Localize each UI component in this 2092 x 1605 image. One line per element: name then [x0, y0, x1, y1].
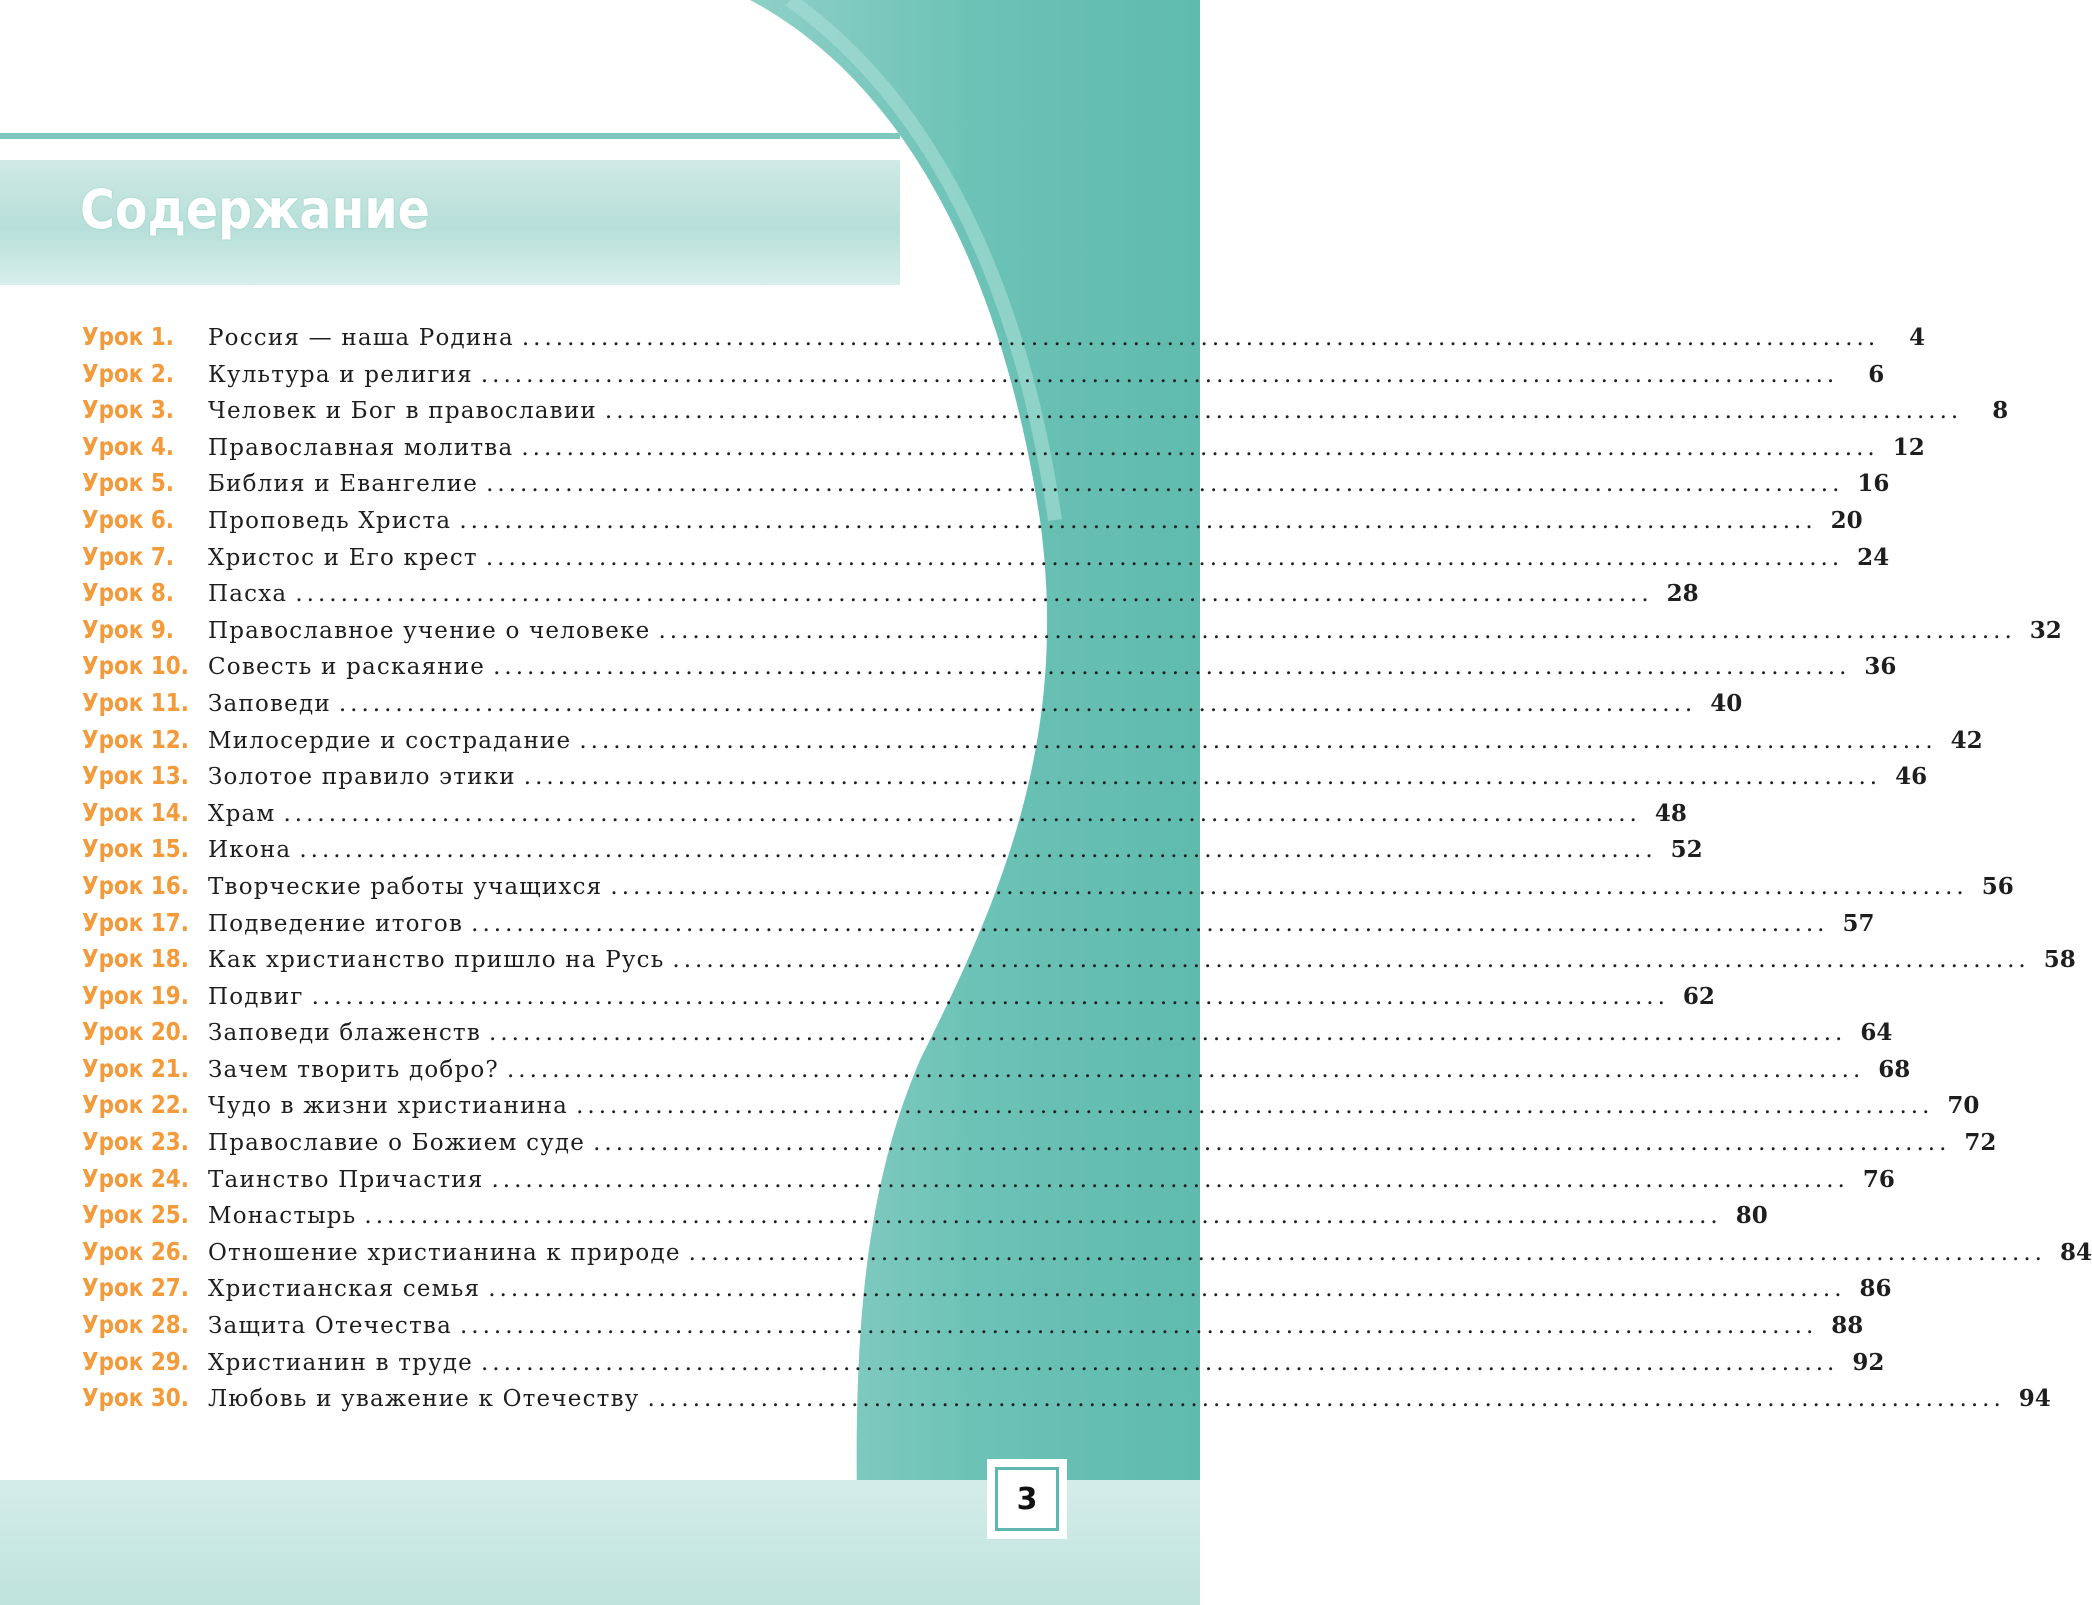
lesson-title: Библия и Евангелие — [208, 471, 479, 498]
toc-row — [82, 687, 1743, 725]
dot-leader: ........................................................................................................................ — [610, 873, 1968, 900]
lesson-title: Зачем творить добро? — [208, 1056, 499, 1083]
page-ref: 8 — [1992, 397, 2009, 425]
page-ref: 84 — [2059, 1238, 2092, 1266]
dot-leader: ........................................................................................................................ — [489, 1020, 1847, 1047]
page-ref: 4 — [1909, 324, 1926, 351]
lesson-title: Золотое правило этики — [208, 764, 516, 791]
lesson-title: Таинство Причастия — [208, 1166, 484, 1193]
lesson-title: Православное учение о человеке — [208, 617, 651, 644]
toc-entry — [208, 1276, 1846, 1302]
page-ref: 24 — [1857, 543, 1890, 571]
lesson-label: Урок 7. — [82, 541, 174, 571]
page-ref: 62 — [1682, 982, 1715, 1010]
toc-row — [82, 1053, 1911, 1091]
toc-row — [82, 541, 1890, 579]
lesson-label: Урок 21. — [82, 1053, 189, 1083]
page-number: 3 — [995, 1467, 1059, 1531]
lesson-label: Урок 10. — [82, 651, 189, 681]
dot-leader: ........................................................................................................................ — [604, 398, 1963, 425]
lesson-label: Урок 23. — [82, 1127, 189, 1157]
lesson-title: Человек и Бог в православии — [208, 398, 597, 425]
toc-row — [82, 1163, 1895, 1201]
table-of-contents — [82, 322, 2092, 1420]
lesson-title: Россия — наша Родина — [208, 325, 514, 351]
toc-entry — [208, 471, 1843, 497]
lesson-label: Урок 22. — [82, 1090, 189, 1120]
lesson-label: Урок 11. — [82, 687, 189, 717]
page-ref: 52 — [1670, 836, 1703, 864]
dot-leader: ........................................................................................................................ — [485, 544, 1844, 571]
toc-entry — [208, 362, 1838, 388]
toc-entry — [208, 984, 1669, 1010]
page-ref: 40 — [1710, 689, 1743, 717]
lesson-title: Христос и Его крест — [208, 544, 478, 571]
toc-row — [82, 1346, 1885, 1384]
lesson-title: Творческие работы учащихся — [208, 873, 603, 900]
page-ref: 6 — [1868, 360, 1885, 388]
toc-entry — [208, 874, 1968, 900]
lesson-label: Урок 13. — [82, 761, 189, 791]
page-ref: 36 — [1864, 653, 1897, 681]
toc-entry — [208, 654, 1850, 680]
page-ref: 32 — [2029, 616, 2062, 644]
lesson-title: Христианская семья — [208, 1276, 481, 1303]
page-ref: 88 — [1831, 1312, 1864, 1340]
lesson-label: Урок 28. — [82, 1310, 189, 1340]
toc-entry — [208, 764, 1881, 790]
dot-leader: ........................................................................................................................ — [299, 837, 1657, 864]
toc-entry — [208, 435, 1879, 461]
toc-entry — [208, 691, 1696, 717]
page-ref: 58 — [2043, 946, 2076, 974]
toc-row — [82, 724, 1983, 762]
dot-leader: ........................................................................................................................ — [523, 764, 1882, 791]
lesson-title: Подведение итогов — [208, 910, 464, 937]
page-ref: 20 — [1830, 506, 1863, 534]
dot-leader: ........................................................................................................................ — [486, 471, 1844, 498]
toc-row — [82, 1090, 1980, 1127]
page-ref: 72 — [1964, 1129, 1997, 1157]
lesson-label: Урок 25. — [82, 1200, 189, 1230]
lesson-title: Культура и религия — [208, 361, 473, 388]
dot-leader: ........................................................................................................................ — [579, 727, 1937, 754]
lesson-title: Совесть и раскаяние — [208, 654, 486, 681]
toc-entry — [208, 837, 1657, 863]
page-ref: 28 — [1666, 580, 1699, 608]
dot-leader: ........................................................................................................................ — [488, 1276, 1846, 1303]
lesson-label: Урок 12. — [82, 724, 189, 754]
toc-entry — [208, 618, 2016, 644]
dot-leader: ........................................................................................................................ — [283, 800, 1641, 827]
lesson-label: Урок 6. — [82, 504, 174, 534]
toc-entry — [208, 1130, 1950, 1156]
toc-entry — [208, 1386, 2005, 1412]
page-number-box — [990, 1462, 1064, 1536]
dot-leader: ........................................................................................................................ — [521, 325, 1880, 351]
toc-row — [82, 907, 1875, 945]
dot-leader: ........................................................................................................................ — [672, 947, 2030, 974]
toc-entry — [208, 1167, 1849, 1193]
lesson-label: Урок 9. — [82, 614, 174, 644]
toc-entry — [208, 325, 1879, 351]
lesson-title: Пасха — [208, 581, 288, 608]
dot-leader: ........................................................................................................................ — [311, 983, 1669, 1010]
toc-row — [82, 1273, 1892, 1310]
dot-leader: ........................................................................................................................ — [506, 1056, 1865, 1083]
page-ref: 92 — [1852, 1348, 1885, 1376]
lesson-label: Урок 20. — [82, 1017, 189, 1047]
lesson-label: Урок 14. — [82, 797, 189, 827]
toc-entry — [208, 1313, 1817, 1339]
dot-leader: ........................................................................................................................ — [459, 1313, 1818, 1340]
dot-leader: ........................................................................................................................ — [647, 1386, 2005, 1413]
lesson-title: Заповеди — [208, 690, 331, 717]
lesson-label: Урок 2. — [82, 358, 174, 388]
lesson-label: Урок 29. — [82, 1346, 189, 1376]
page-ref: 12 — [1892, 433, 1925, 461]
dot-leader: ........................................................................................................................ — [491, 1166, 1849, 1193]
toc-row — [82, 651, 1897, 688]
lesson-label: Урок 26. — [82, 1236, 189, 1266]
page-ref: 86 — [1859, 1275, 1892, 1303]
dot-leader: ........................................................................................................................ — [459, 507, 1817, 534]
toc-row — [82, 980, 1715, 1018]
toc-row — [82, 1200, 1768, 1237]
dot-leader: ........................................................................................................................ — [364, 1203, 1722, 1230]
toc-entry — [208, 1203, 1722, 1229]
lesson-title: Любовь и уважение к Отечеству — [208, 1386, 640, 1413]
dot-leader: ........................................................................................................................ — [471, 910, 1829, 937]
toc-row — [82, 578, 1699, 615]
toc-entry — [208, 545, 1843, 571]
toc-entry — [208, 398, 1962, 424]
page-ref: 46 — [1895, 763, 1928, 791]
page-ref: 48 — [1654, 799, 1687, 827]
lesson-title: Защита Отечества — [208, 1313, 452, 1340]
lesson-title: Храм — [208, 800, 276, 827]
toc-row — [82, 761, 1928, 798]
dot-leader: ........................................................................................................................ — [658, 617, 2016, 644]
toc-row — [82, 431, 1925, 469]
toc-row — [82, 1310, 1864, 1347]
toc-entry — [208, 1093, 1933, 1119]
toc-entry — [208, 728, 1937, 754]
page-ref: 70 — [1947, 1092, 1980, 1120]
lesson-label: Урок 16. — [82, 870, 189, 900]
dot-leader: ........................................................................................................................ — [481, 1349, 1839, 1376]
toc-entry — [208, 1020, 1846, 1046]
page-ref: 80 — [1735, 1202, 1768, 1230]
lesson-title: Христианин в труде — [208, 1349, 473, 1376]
page-ref: 56 — [1981, 872, 2014, 900]
toc-entry — [208, 508, 1817, 534]
toc-entry — [208, 911, 1828, 937]
toc-row — [82, 1127, 1997, 1164]
dot-leader: ........................................................................................................................ — [521, 434, 1879, 461]
lesson-label: Урок 30. — [82, 1383, 189, 1413]
lesson-title: Заповеди блаженств — [208, 1020, 482, 1047]
page-ref: 16 — [1857, 470, 1890, 498]
toc-row — [82, 358, 1885, 396]
toc-entry — [208, 1240, 2046, 1266]
toc-row — [82, 395, 2009, 432]
toc-row — [82, 1017, 1893, 1054]
toc-entry — [208, 1057, 1864, 1083]
lesson-title: Милосердие и сострадание — [208, 727, 572, 754]
lesson-label: Урок 27. — [82, 1273, 189, 1303]
header-rule — [0, 133, 900, 139]
dot-leader: ........................................................................................................................ — [688, 1239, 2046, 1266]
dot-leader: ........................................................................................................................ — [493, 654, 1851, 681]
dot-leader: ........................................................................................................................ — [576, 1093, 1934, 1120]
page-ref: 64 — [1860, 1019, 1893, 1047]
lesson-title: Как христианство пришло на Русь — [208, 947, 665, 974]
toc-entry — [208, 801, 1641, 827]
lesson-label: Урок 15. — [82, 834, 189, 864]
page-ref: 42 — [1950, 726, 1983, 754]
lesson-label: Урок 4. — [82, 431, 174, 461]
toc-row — [82, 1236, 2092, 1274]
page-ref: 76 — [1862, 1165, 1895, 1193]
lesson-title: Монастырь — [208, 1203, 357, 1230]
toc-row — [82, 504, 1863, 542]
page-title: Содержание — [80, 178, 430, 241]
lesson-label: Урок 24. — [82, 1163, 189, 1193]
lesson-label: Урок 19. — [82, 980, 189, 1010]
page-ref: 57 — [1842, 909, 1875, 937]
toc-row — [82, 614, 2062, 652]
toc-row — [82, 1383, 2051, 1420]
page-ref: 68 — [1878, 1055, 1911, 1083]
lesson-title: Отношение христианина к природе — [208, 1239, 681, 1266]
toc-row — [82, 797, 1687, 835]
dot-leader: ........................................................................................................................ — [480, 361, 1839, 388]
lesson-title: Проповедь Христа — [208, 507, 452, 534]
dot-leader: ........................................................................................................................ — [593, 1130, 1951, 1157]
lesson-label: Урок 17. — [82, 907, 189, 937]
toc-entry — [208, 1350, 1838, 1376]
toc-row — [82, 944, 2076, 981]
toc-row — [82, 870, 2014, 908]
toc-entry — [208, 581, 1653, 607]
page-ref: 94 — [2018, 1385, 2051, 1413]
lesson-title: Православная молитва — [208, 434, 514, 461]
toc-row — [82, 322, 1926, 359]
toc-entry — [208, 947, 2030, 973]
toc-row — [82, 468, 1890, 505]
lesson-label: Урок 3. — [82, 395, 174, 425]
toc-row — [82, 834, 1703, 871]
lesson-title: Чудо в жизни христианина — [208, 1093, 569, 1120]
lesson-title: Икона — [208, 837, 292, 864]
lesson-title: Православие о Божием суде — [208, 1130, 586, 1157]
lesson-title: Подвиг — [208, 983, 304, 1010]
dot-leader: ........................................................................................................................ — [295, 581, 1653, 608]
lesson-label: Урок 1. — [82, 322, 174, 351]
lesson-label: Урок 18. — [82, 944, 189, 974]
dot-leader: ........................................................................................................................ — [338, 690, 1697, 717]
lesson-label: Урок 8. — [82, 578, 174, 608]
lesson-label: Урок 5. — [82, 468, 174, 498]
